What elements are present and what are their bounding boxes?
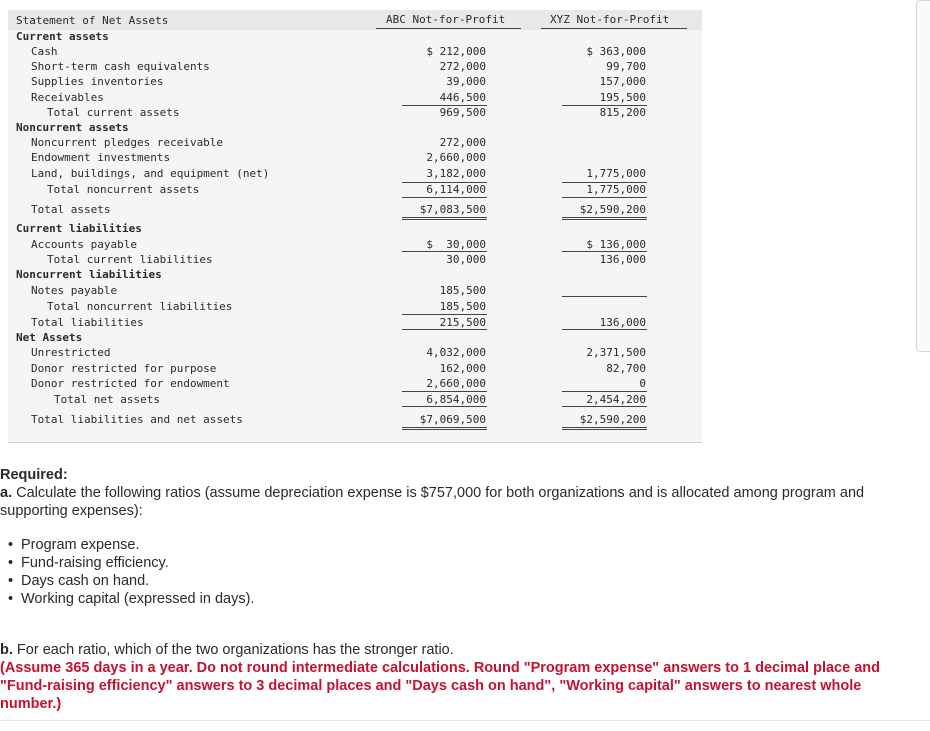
abc-value: 3,182,000 [426,167,486,180]
row-label: Donor restricted for endowment [31,377,230,390]
row-label: Total noncurrent liabilities [47,300,233,313]
xyz-value: 157,000 [599,75,646,88]
xyz-value: 82,700 [606,362,646,375]
part-b-body: For each ratio, which of the two organizations has the stronger ratio. [16,642,454,658]
row-label: Supplies inventories [31,75,164,88]
subtotal-rule [562,391,647,392]
abc-value: 185,500 [439,284,486,297]
row-label: Total liabilities and net assets [31,413,243,426]
abc-value: $ 30,000 [426,238,486,251]
row-label: Noncurrent assets [16,121,129,134]
xyz-value: 0 [639,377,646,390]
subtotal-rule [402,314,487,315]
subtotal-rule [562,406,647,407]
row-label: Notes payable [31,284,118,297]
row-label: Total net assets [54,393,160,406]
list-item: • Program expense. [8,536,254,554]
subtotal-rule [562,105,647,106]
row-label: Total liabilities [31,316,144,329]
abc-value: 6,854,000 [426,393,486,406]
scrollbar-thumb[interactable] [916,0,930,352]
subtotal-rule [402,406,487,407]
row-label: Current assets [16,30,109,43]
header-underline-xyz [541,28,687,29]
abc-value: 39,000 [446,75,486,88]
abc-value: 272,000 [439,60,486,73]
part-a-label: a. [0,485,13,501]
total-double-rule [562,427,647,430]
total-double-rule [402,217,487,220]
abc-value: 446,500 [439,91,486,104]
required-heading: Required: [0,467,68,483]
abc-value: $7,069,500 [419,413,486,426]
subtotal-rule [562,329,647,330]
subtotal-rule [562,182,647,183]
column-header-xyz: XYZ Not-for-Profit [550,13,670,26]
row-label: Short-term cash equivalents [31,60,210,73]
xyz-value: 1,775,000 [586,183,646,196]
abc-value: 969,500 [439,106,486,119]
subtotal-rule [402,197,487,198]
xyz-value: 136,000 [599,316,646,329]
xyz-value: 2,454,200 [586,393,646,406]
xyz-value: $ 136,000 [586,238,646,251]
abc-value: 2,660,000 [426,377,486,390]
list-item: • Working capital (expressed in days). [8,590,254,608]
xyz-value: 1,775,000 [586,167,646,180]
row-label: Unrestricted [31,346,111,359]
row-label: Donor restricted for purpose [31,362,217,375]
abc-value: 162,000 [439,362,486,375]
row-label: Noncurrent pledges receivable [31,136,224,149]
row-label: Current liabilities [16,222,142,235]
row-label: Cash [31,45,58,58]
list-item: • Days cash on hand. [8,572,254,590]
xyz-value: $2,590,200 [579,203,646,216]
xyz-value: $ 363,000 [586,45,646,58]
xyz-value: 2,371,500 [586,346,646,359]
subtotal-rule [562,197,647,198]
abc-value: 30,000 [446,253,486,266]
row-label: Noncurrent liabilities [16,268,162,281]
row-label: Land, buildings, and equipment (net) [31,167,270,180]
header-underline-abc [376,28,521,29]
list-item: • Fund-raising efficiency. [8,554,254,572]
row-label: Total assets [31,203,111,216]
subtotal-rule [402,182,487,183]
xyz-value: $2,590,200 [579,413,646,426]
part-a-text [0,484,920,520]
row-label: Total noncurrent assets [47,183,200,196]
xyz-value: 815,200 [599,106,646,119]
row-label: Total current assets [47,106,180,119]
xyz-value: 99,700 [606,60,646,73]
abc-value: 4,032,000 [426,346,486,359]
total-double-rule [562,217,647,220]
part-b-text [0,641,920,659]
subtotal-rule [562,251,647,252]
subtotal-rule [402,251,487,252]
ratio-list [8,536,254,608]
abc-value: 6,114,000 [426,183,486,196]
row-label: Accounts payable [31,238,137,251]
rounding-instructions: (Assume 365 days in a year. Do not round intermediate calculations. Round "Program expense" answers to 1 decimal place and "Fund-raising efficiency" answers to 3 decimal places and "Days cash on hand", "Working capital" answers to nearest whole number.) [0,660,880,712]
part-b-label: b. [0,642,13,658]
abc-value: 185,500 [439,300,486,313]
subtotal-rule [402,329,487,330]
xyz-value: 195,500 [599,91,646,104]
row-label: Net Assets [16,331,83,344]
column-header-abc: ABC Not-for-Profit [386,13,506,26]
statement-title: Statement of Net Assets [16,14,169,27]
part-a-body: Calculate the following ratios (assume depreciation expense is $757,000 for both organizations and is allocated among program and supporting expenses): [0,485,865,519]
abc-value: $ 212,000 [426,45,486,58]
abc-value: 215,500 [439,316,486,329]
xyz-value: 136,000 [599,253,646,266]
subtotal-rule [562,296,647,297]
bottom-divider [0,720,930,721]
subtotal-rule [402,105,487,106]
row-label: Total current liabilities [47,253,213,266]
abc-value: 2,660,000 [426,151,486,164]
total-double-rule [402,427,487,430]
abc-value: 272,000 [439,136,486,149]
subtotal-rule [402,391,487,392]
abc-value: $7,083,500 [419,203,486,216]
row-label: Endowment investments [31,151,171,164]
row-label: Receivables [31,91,104,104]
statement-of-net-assets-table [8,10,702,443]
